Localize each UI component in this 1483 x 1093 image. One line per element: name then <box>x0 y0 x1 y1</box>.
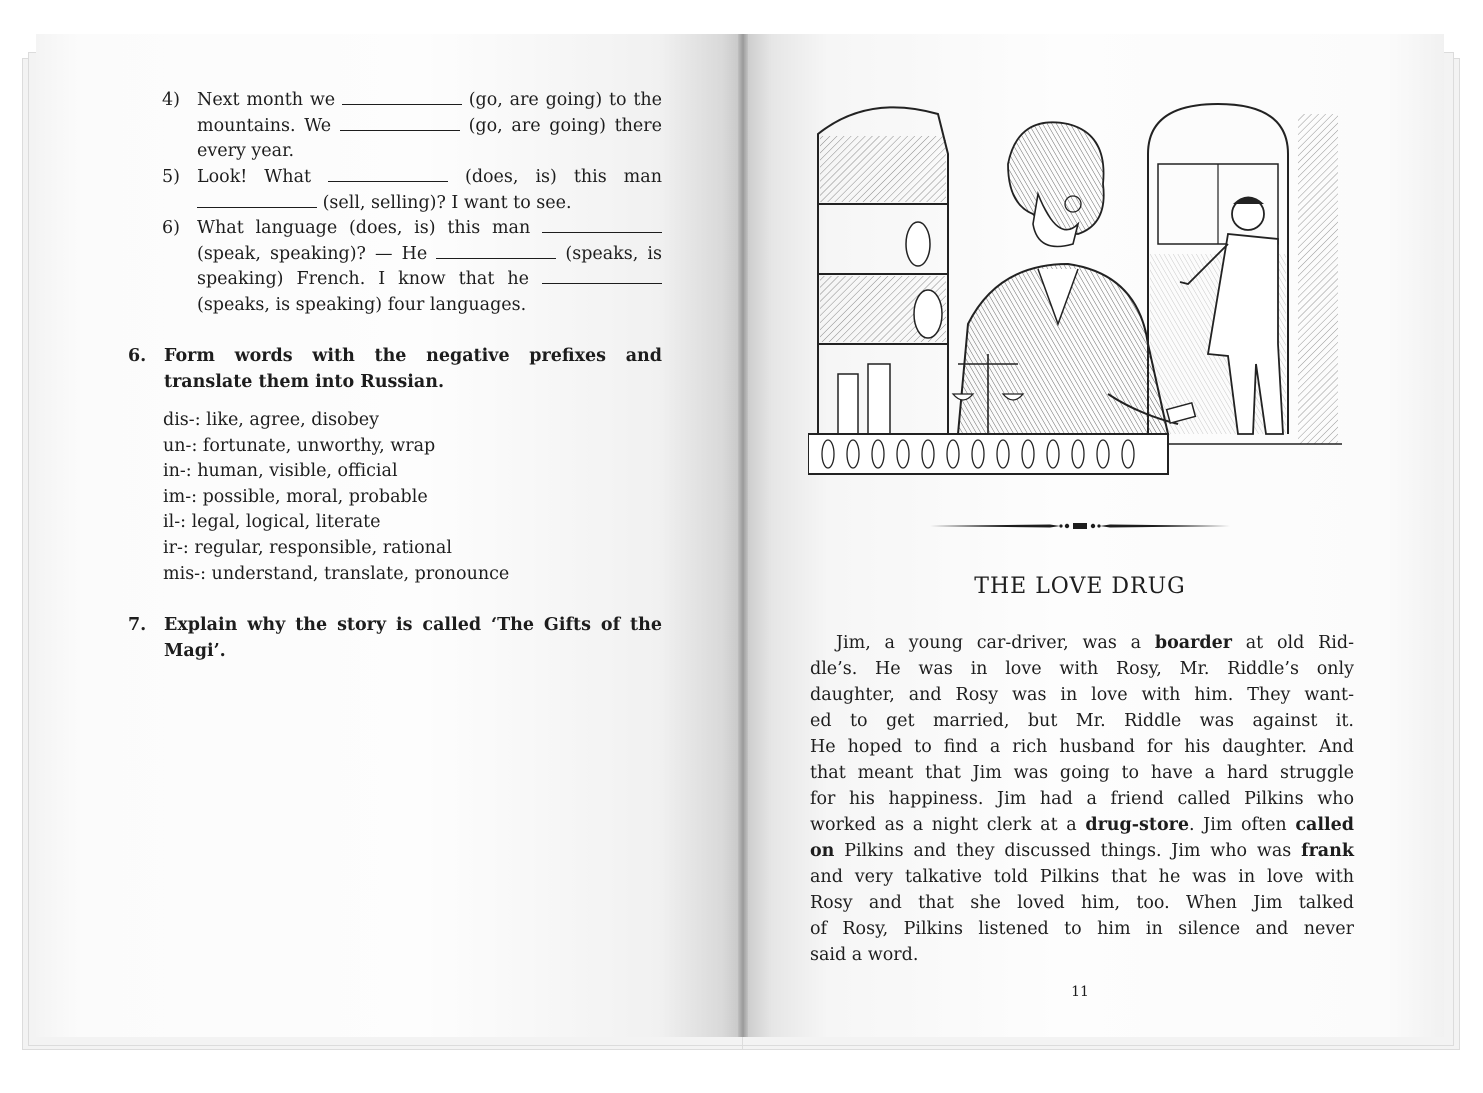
prefix-row: mis-: understand, translate, pronounce <box>163 563 510 584</box>
task-number: 7. <box>128 615 147 635</box>
exercise-text-segment: Next month we <box>197 90 342 110</box>
answer-blank <box>542 269 662 284</box>
story-text-segment: . Jim often <box>1188 815 1296 835</box>
story-text-segment: for his happiness. Jim had a friend called Pilkins who <box>810 789 1354 809</box>
story-line <box>810 942 1354 968</box>
task-instruction: Form words with the negative prefixes and translate them into Russian. <box>164 346 662 392</box>
exercise-text-segment: (speaks, is speaking) four languages. <box>197 294 527 315</box>
exercise-text-segment: (go, are going) there every year. <box>197 115 662 162</box>
prefix-row: dis-: like, agree, disobey <box>163 410 380 430</box>
exercise-text-segment: (speaks, is speaking) French. I know that he <box>197 243 662 290</box>
answer-blank <box>197 193 317 208</box>
story-text-segment: said a word. <box>810 945 919 965</box>
story-text-segment: and very talkative told Pilkins that he was in love with <box>810 867 1354 887</box>
story-paragraph <box>810 630 1354 968</box>
story-text-segment: dle’s. He was in love with Rosy, Mr. Riddle’s only <box>810 659 1354 679</box>
story-line <box>810 630 1354 656</box>
prefix-row: un-: fortunate, unworthy, wrap <box>163 435 436 456</box>
exercise-text-segment: (go, are going) to the mountains. We <box>197 90 662 136</box>
prefix-row: im-: possible, moral, probable <box>163 486 428 507</box>
book-gutter <box>738 34 748 1037</box>
story-text-segment: worked as a night clerk at a <box>810 815 1086 835</box>
answer-blank <box>340 116 460 131</box>
ornament-divider <box>930 520 1230 532</box>
vocabulary-word: frank <box>1301 841 1354 861</box>
story-text-segment: Rosy and that she loved him, too. When Jim talked <box>810 893 1354 913</box>
exercise-item-number: 6) <box>162 218 180 238</box>
story-text-segment: ed to get married, but Mr. Riddle was against it. <box>810 711 1354 731</box>
exercise-item-text <box>197 165 662 216</box>
exercise-item-text <box>197 88 662 165</box>
story-text-segment: daughter, and Rosy was in love with him. They want- <box>810 685 1354 705</box>
page-number: 11 <box>1071 984 1089 1000</box>
story-text-segment: of Rosy, Pilkins listened to him in silence and never <box>810 919 1354 939</box>
story-line <box>810 682 1354 708</box>
exercise-text-segment: (speak, speaking)? — He <box>197 243 437 264</box>
vocabulary-word: called <box>1295 815 1354 835</box>
story-line <box>810 864 1354 890</box>
story-line <box>810 656 1354 682</box>
story-text-segment: at old Rid- <box>1231 633 1354 653</box>
story-line <box>810 890 1354 916</box>
answer-blank <box>328 167 448 182</box>
right-page <box>744 34 1444 1037</box>
exercise-item-number: 4) <box>162 90 180 110</box>
answer-blank <box>342 90 462 105</box>
story-line <box>810 734 1354 760</box>
exercise-text-segment: Look! What <box>197 167 329 187</box>
story-text-segment: Jim, a young car-driver, was a <box>836 633 1155 653</box>
exercise-text-segment: (sell, selling)? I want to see. <box>317 192 572 213</box>
answer-blank <box>436 244 556 259</box>
task-number: 6. <box>128 346 147 366</box>
exercise-text-segment: What language (does, is) this man <box>197 218 542 238</box>
story-text-segment: He hoped to find a rich husband for his daughter. And <box>810 737 1354 757</box>
story-line <box>810 812 1354 838</box>
prefix-row: il-: legal, logical, literate <box>163 512 381 533</box>
prefix-list <box>163 408 509 587</box>
vocabulary-word: boarder <box>1154 633 1232 653</box>
story-text-segment: Pilkins and they discussed things. Jim who was <box>834 841 1302 861</box>
story-line <box>810 708 1354 734</box>
vocabulary-word: drug-store <box>1085 815 1189 835</box>
exercise-text-segment: (does, is) this man <box>448 167 662 187</box>
exercise-item-text <box>197 216 662 318</box>
story-line <box>810 916 1354 942</box>
drugstore-illustration <box>808 94 1342 484</box>
exercise-item-number: 5) <box>162 167 180 187</box>
story-line <box>810 760 1354 786</box>
left-page <box>36 34 744 1037</box>
story-line <box>810 838 1354 864</box>
story-line <box>810 786 1354 812</box>
prefix-row: ir-: regular, responsible, rational <box>163 537 452 558</box>
story-text-segment: that meant that Jim was going to have a hard struggle <box>810 763 1354 783</box>
story-title: THE LOVE DRUG <box>974 574 1186 599</box>
vocabulary-word: on <box>810 841 835 861</box>
answer-blank <box>542 218 662 233</box>
prefix-row: in-: human, visible, official <box>163 461 398 482</box>
task-instruction: Explain why the story is called ‘The Gifts of the Magi’. <box>164 615 662 661</box>
